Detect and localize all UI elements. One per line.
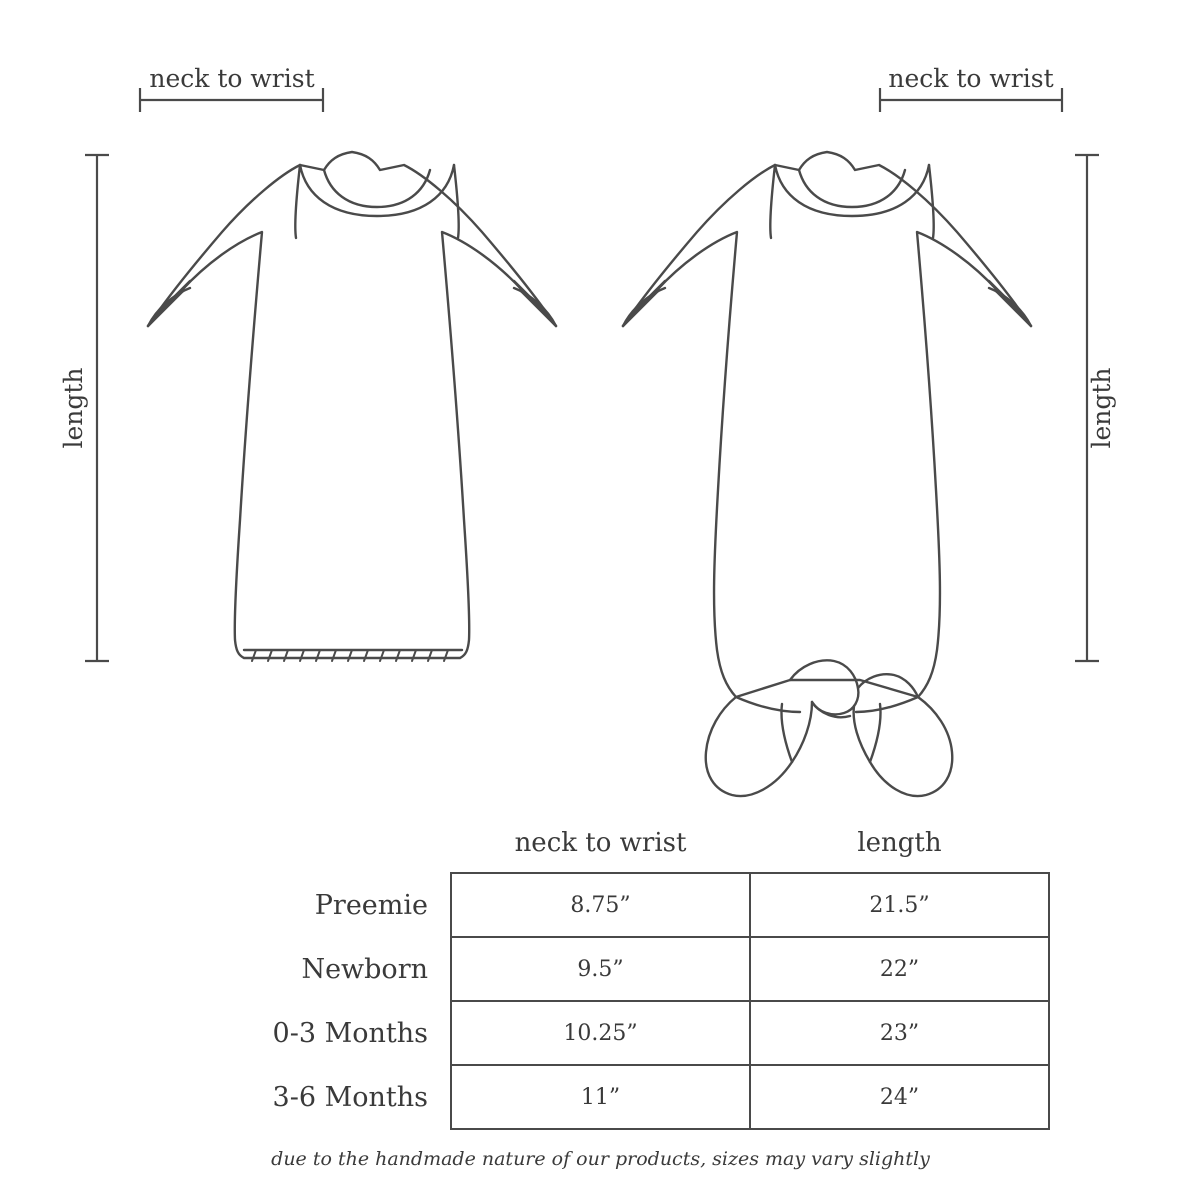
table-row xyxy=(151,937,1049,1001)
row-header-0-3-months: 0-3 Months xyxy=(272,1017,428,1049)
size-table-wrapper xyxy=(0,824,1201,1130)
table-header-row xyxy=(151,824,1049,873)
table-row xyxy=(151,1065,1049,1129)
cell-0-3-months-length: 23” xyxy=(750,1001,1049,1065)
row-header-newborn: Newborn xyxy=(301,953,428,985)
front-neck-to-wrist-label: neck to wrist xyxy=(149,64,315,93)
table-row xyxy=(151,1001,1049,1065)
column-header-neck-to-wrist: neck to wrist xyxy=(514,828,687,858)
row-header-3-6-months: 3-6 Months xyxy=(272,1081,428,1113)
cell-3-6-months-length: 24” xyxy=(750,1065,1049,1129)
back-neck-to-wrist-label: neck to wrist xyxy=(888,64,1054,93)
table-row xyxy=(151,873,1049,937)
back-length-label: length xyxy=(1087,367,1116,449)
table-corner-cell xyxy=(151,824,451,873)
back-gown-illustration xyxy=(623,152,1031,796)
column-header-length: length xyxy=(857,828,942,858)
cell-0-3-months-neck-to-wrist: 10.25” xyxy=(451,1001,750,1065)
cell-newborn-neck-to-wrist: 9.5” xyxy=(451,937,750,1001)
disclaimer-text: due to the handmade nature of our products, sizes may vary slightly xyxy=(271,1148,930,1170)
row-header-preemie: Preemie xyxy=(314,889,428,921)
front-length-dimension xyxy=(85,155,109,661)
cell-preemie-neck-to-wrist: 8.75” xyxy=(451,873,750,937)
front-length-label: length xyxy=(59,367,88,449)
size-chart-table xyxy=(151,824,1050,1130)
front-gown-illustration xyxy=(148,152,556,661)
cell-3-6-months-neck-to-wrist: 11” xyxy=(451,1065,750,1129)
cell-preemie-length: 21.5” xyxy=(750,873,1049,937)
cell-newborn-length: 22” xyxy=(750,937,1049,1001)
